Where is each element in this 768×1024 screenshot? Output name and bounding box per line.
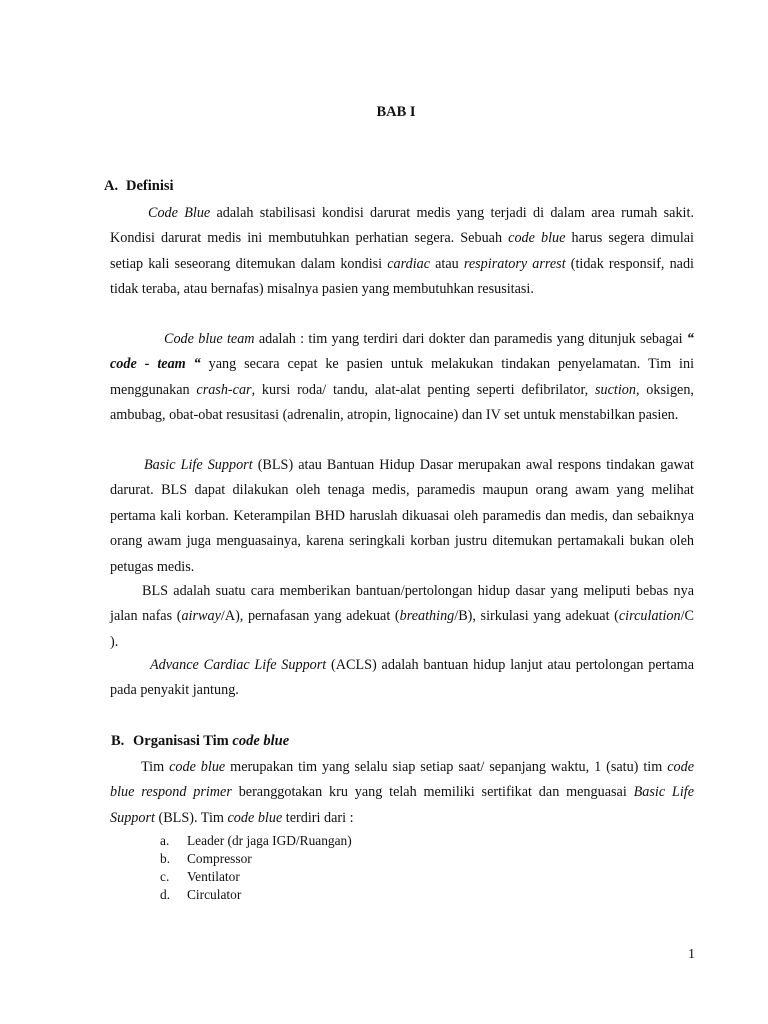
text-run: , oksigen, ambubag, obat-obat resusitasi (adrenalin, atropin, lignocaine) dan IV set untuk menstabilkan pasien. — [110, 381, 694, 424]
text-run: Code Blue — [148, 205, 211, 221]
text-run: BLS adalah suatu cara memberikan bantuan/pertolongan hidup dasar yang meliputi bebas nya jalan nafas ( — [110, 583, 694, 625]
text-run: Advance Cardiac Life Support — [150, 657, 327, 673]
text-run: code blue — [227, 809, 283, 826]
text-run: breathing — [399, 608, 455, 625]
text-run: /B), sirkulasi yang adekuat ( — [454, 608, 619, 625]
text-run: suction — [594, 381, 636, 398]
text-run: yang secara cepat ke pasien untuk melakukan tindakan penyelamatan. Tim ini menggunakan — [110, 356, 695, 398]
text-run: adalah stabilisasi kondisi darurat medis yang terjadi di dalam area rumah sakit. Kondisi darurat medis ini membutuhkan perhatian segera. Sebuah — [110, 205, 694, 247]
definition-paragraph-bls — [110, 453, 694, 580]
chapter-title: BAB I — [376, 104, 416, 120]
text-run: /A), pernafasan yang adekuat ( — [220, 608, 400, 625]
page-number: 1 — [688, 947, 695, 962]
text-run: harus segera dimulai setiap kali seseorang ditemukan dalam kondisi — [110, 230, 694, 272]
text-run: respiratory arrest — [463, 255, 566, 272]
list-item: d. Circulator — [160, 886, 242, 902]
text-run: Code blue team — [164, 331, 255, 347]
text-run: (BLS) atau Bantuan Hidup Dasar merupakan awal respons tindakan gawat darurat. BLS dapat dilakukan oleh tenaga medis, paramedis maupun orang awam yang melihat pertama kali korban. Keterampilan BHD haruslah dikuasai oleh paramedis dan medis, dan sebaiknya orang awam juga menguasainya, karena seringkali korban justru ditemukan pertamakali bukan oleh petugas medis. — [110, 457, 694, 575]
text-run: adalah : tim yang terdiri dari dokter dan paramedis yang ditunjuk sebagai — [254, 331, 687, 347]
section-a-letter: A. — [104, 178, 119, 194]
text-run: Basic Life Support — [110, 784, 694, 826]
list-item: a. Leader (dr jaga IGD/Ruangan) — [160, 833, 352, 848]
text-run: /C ). — [110, 608, 695, 650]
text-run: “ code - team “ — [110, 331, 694, 373]
team-member-list — [160, 832, 352, 904]
text-run: code blue respond primer — [110, 759, 694, 801]
text-run: cardiac — [387, 255, 431, 272]
definition-paragraph-code-blue-team — [110, 327, 694, 429]
section-b-title: Organisasi Tim — [133, 733, 233, 749]
organization-paragraph — [110, 755, 694, 831]
text-run: code blue — [169, 759, 226, 775]
text-run: (BLS). Tim — [154, 809, 228, 826]
text-run: circulation — [618, 608, 681, 625]
text-run: merupakan tim yang selalu siap setiap saat/ sepanjang waktu, 1 (satu) tim — [225, 759, 668, 775]
section-b-heading — [111, 733, 289, 750]
definition-paragraph-acls — [110, 653, 694, 704]
text-run: airway — [181, 608, 221, 625]
definition-paragraph-bls-abc — [110, 579, 694, 655]
text-run: code blue — [508, 230, 566, 247]
section-b-letter: B. — [111, 733, 125, 749]
section-a-heading — [104, 178, 174, 195]
text-run: beranggotakan kru yang telah memiliki sertifikat dan menguasai — [231, 784, 634, 801]
text-run: Basic Life Support — [144, 457, 253, 473]
text-run: Tim — [141, 759, 170, 775]
section-a-title: Definisi — [126, 178, 174, 194]
section-b-title-italic: code blue — [232, 733, 290, 749]
list-item: c. Ventilator — [160, 868, 240, 884]
list-item: b. Compressor — [160, 850, 252, 866]
text-run: atau — [430, 255, 464, 272]
text-run: (ACLS) adalah bantuan hidup lanjut atau pertolongan pertama pada penyakit jantung. — [110, 657, 694, 699]
text-run: terdiri dari : — [282, 809, 354, 826]
text-run: , kursi roda/ tandu, alat-alat penting seperti defibrilator, — [251, 381, 595, 398]
text-run: crash-car — [196, 381, 252, 398]
definition-paragraph-code-blue — [110, 201, 694, 303]
text-run: (tidak responsif, nadi tidak teraba, atau bernafas) misalnya pasien yang membutuhkan resusitasi. — [110, 255, 695, 298]
